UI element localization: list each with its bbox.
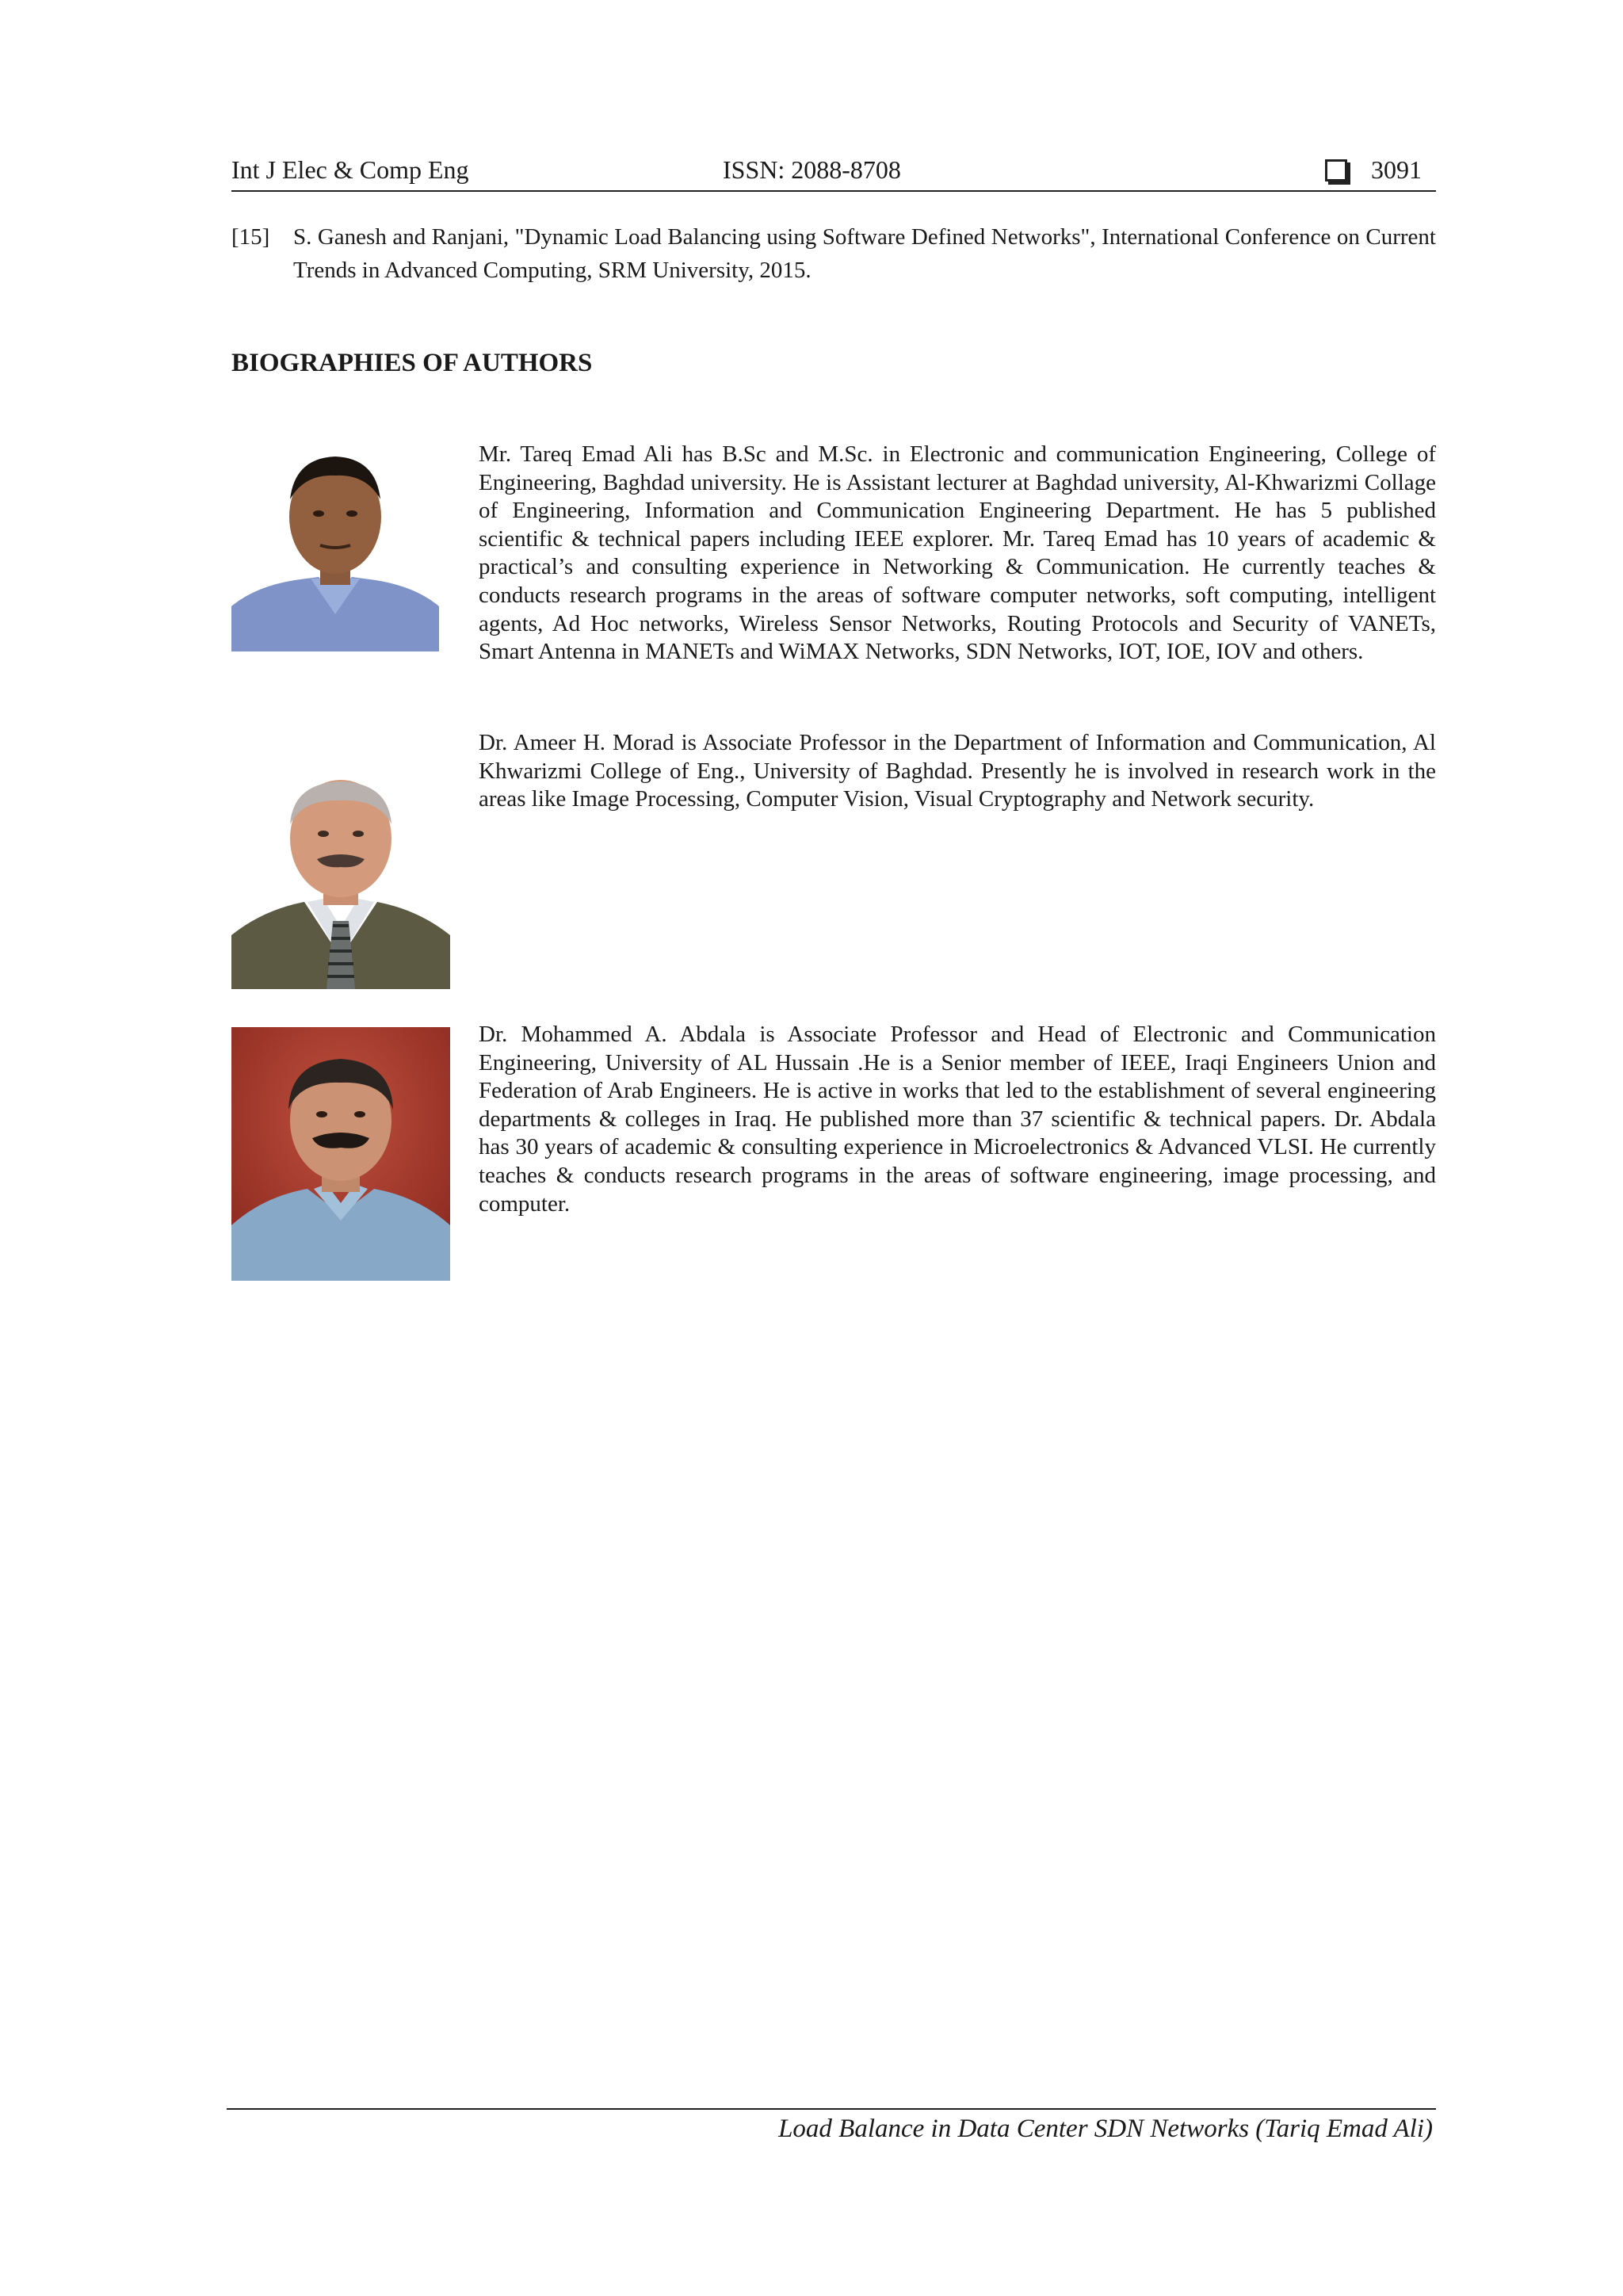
author-photo-3: [231, 1027, 450, 1281]
author-photo-2: [231, 751, 450, 989]
author-bio-1: Mr. Tareq Emad Ali has B.Sc and M.Sc. in Electronic and communication Engineering, College of Engineering, Baghdad university. He is Assistant lecturer at Baghdad university, Al-Khwarizmi Collage of Engineering, Information and Communication Engineering Department. He has 5 published scientific & technical papers including IEEE explorer. Mr. Tareq Emad has 10 years of academic & practical’s and consulting experience in Networking & Communication. He currently teaches & conducts research programs in the areas of software computer networks, soft computing, intelligent agents, Ad Hoc networks, Wireless Sensor Networks, Routing Protocols and Security of VANETs, Smart Antenna in MANETs and WiMAX Networks, SDN Networks, IOT, IOE, IOV and others.: [479, 441, 1436, 665]
page-number: 3091: [1371, 155, 1422, 184]
page-number-group: [1325, 155, 1422, 185]
portrait-image: [231, 444, 439, 651]
reference-text: S. Ganesh and Ranjani, "Dynamic Load Balancing using Software Defined Networks", International Conference on Current Trends in Advanced Computing, SRM University, 2015.: [293, 224, 1436, 283]
journal-name: Int J Elec & Comp Eng: [231, 155, 469, 184]
author-bio-2: Dr. Ameer H. Morad is Associate Professor in the Department of Information and Communication, Al Khwarizmi College of Eng., University of Baghdad. Presently he is involved in research work in the areas like Image Processing, Computer Vision, Visual Cryptography and Network security.: [479, 730, 1436, 812]
portrait-image: [231, 1027, 450, 1281]
author-photo-1: [231, 444, 439, 651]
issn: ISSN: 2088-8708: [723, 155, 901, 184]
author-bio-3: Dr. Mohammed A. Abdala is Associate Professor and Head of Electronic and Communication Engineering, University of AL Hussain .He is a Senior member of IEEE, Iraqi Engineers Union and Federation of Arab Engineers. He is active in works that led to the establishment of several engineering departments & colleges in Iraq. He published more than 37 scientific & technical papers. Dr. Abdala has 30 years of academic & consulting experience in Microelectronics & Advanced VLSI. He currently teaches & conducts research programs in the areas of software engineering, image processing, and computer.: [479, 1022, 1436, 1217]
section-title: BIOGRAPHIES OF AUTHORS: [231, 349, 593, 377]
reference-number: [15]: [231, 224, 270, 250]
footer-rule: [227, 2108, 1436, 2110]
reference-entry: [231, 220, 1436, 287]
page-header: [231, 152, 1436, 192]
portrait-image: [231, 751, 450, 989]
running-footer: Load Balance in Data Center SDN Networks (Tariq Emad Ali): [778, 2115, 1433, 2143]
checkbox-square-icon: [1325, 159, 1347, 181]
